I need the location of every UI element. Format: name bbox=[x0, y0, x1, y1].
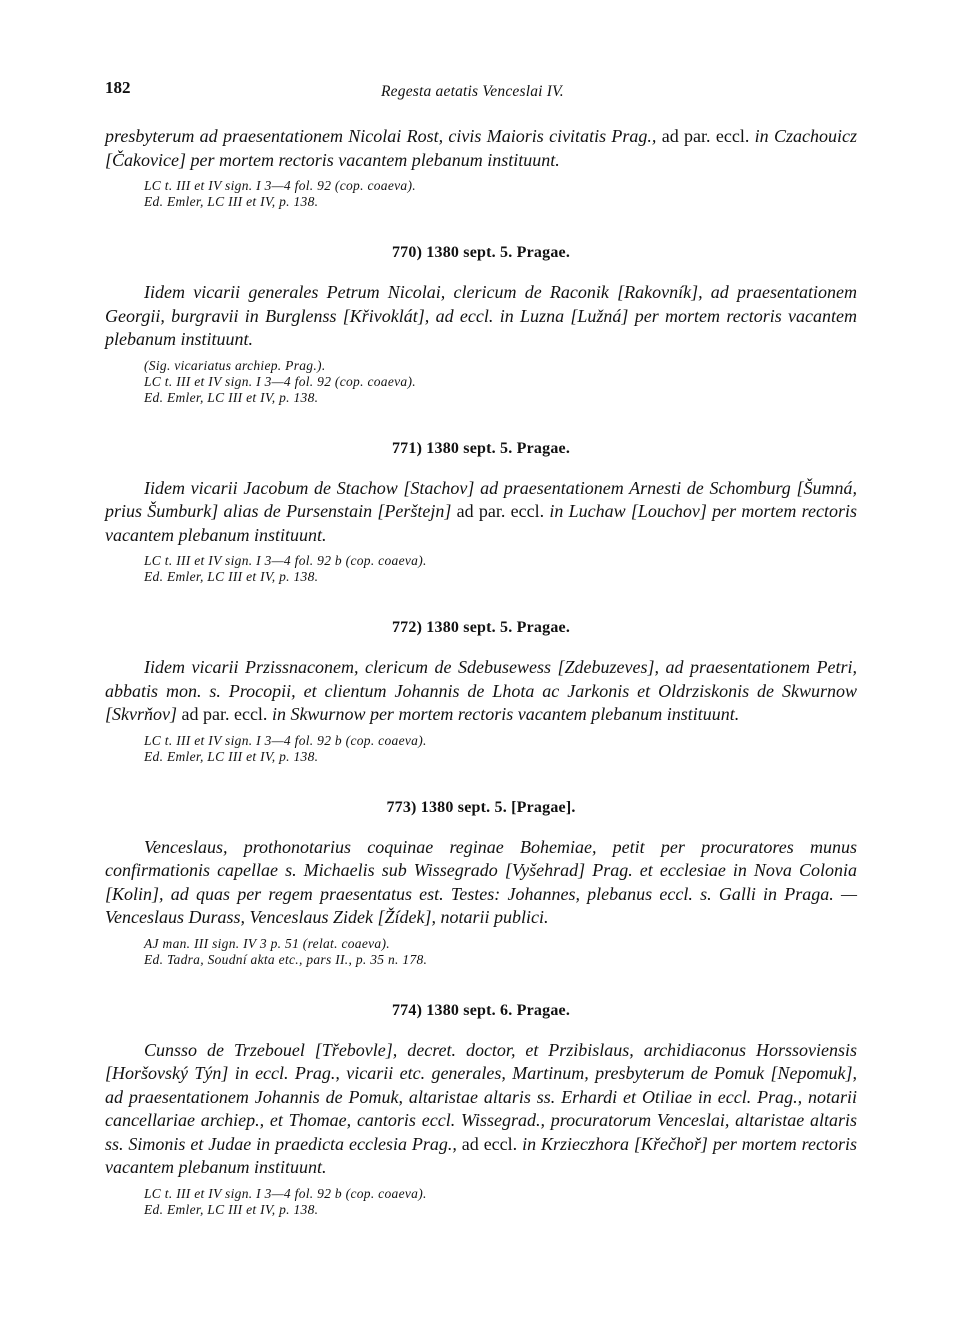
edition-note: Ed. Emler, LC III et IV, p. 138. bbox=[144, 389, 319, 405]
entry-notes-773 bbox=[144, 936, 857, 968]
source-note: AJ man. III sign. IV 3 p. 51 (relat. coaeva). bbox=[144, 935, 390, 951]
entry-text-a: Iidem vicarii Przissnaconem, clericum de Sdebusewess [Zdebuzeves], ad praesentationem Petri, abbatis mon. s. Procopii, et clientum Johannis de Lhota ac Jarkonis et Oldrziskonis de Skwurnow [Skvrňov] bbox=[105, 657, 857, 724]
entry-text-a: Venceslaus, prothonotarius coquinae reginae Bohemiae, petit per procuratores munus confirmationis capellae s. Michaelis sub Wissegrado [Vyšehrad] Prag. et ecclesiae in Nova Colonia [Kolin], ad quas per regem praesentatus est. Testes: Johannes, plebanus eccl. s. Galli in Praga. — Venceslaus Durass, Venceslaus Zidek [Žídek], notarii publici. bbox=[105, 836, 857, 927]
source-note: LC t. III et IV sign. I 3—4 fol. 92 b (cop. coaeva). bbox=[144, 553, 427, 568]
running-head bbox=[105, 78, 857, 108]
edition-note: Ed. Emler, LC III et IV, p. 138. bbox=[144, 569, 319, 584]
entry-heading-773: 773) 1380 sept. 5. [Pragae]. bbox=[386, 798, 576, 816]
running-title: Regesta aetatis Venceslai IV. bbox=[381, 83, 564, 100]
source-note: LC t. III et IV sign. I 3—4 fol. 92 (cop. coaeva). bbox=[144, 373, 416, 389]
entry-text-a: Cunsso de Trzebouel [Třebovle], decret. doctor, et Przibislaus, archidiaconus Horssoviensis [Horšovský Týn] in eccl. Prag., vicarii etc. generales, Martinum, presbyterum de Pomuk [Nepomuk], ad praesentationem Johannis de Pomuk, altaristae altaris ss. Erhardi et Otiliae in eccl. Prag., notarii cancellariae archiep., et Thomae, cantoris eccl. Wissegrad., procuratorum Venceslai, altaristae altaris ss. Simonis et Judae in praedicta ecclesia Prag., bbox=[105, 1039, 857, 1154]
entry-text-b: ad par. eccl. bbox=[181, 704, 268, 724]
edition-note: Ed. Tadra, Soudní akta etc., pars II., p. 35 n. 178. bbox=[144, 951, 428, 967]
entry-text-c: in Skwurnow per mortem rectoris vacantem plebanum instituunt. bbox=[267, 704, 740, 724]
entry-notes-770 bbox=[144, 358, 857, 406]
source-note: LC t. III et IV sign. I 3—4 fol. 92 b (cop. coaeva). bbox=[144, 732, 427, 748]
edition-note: Ed. Emler, LC III et IV, p. 138. bbox=[144, 1201, 319, 1217]
page-number: 182 bbox=[105, 78, 131, 97]
intro-paragraph bbox=[105, 125, 857, 172]
entry-text-770 bbox=[105, 281, 857, 352]
intro-source-notes bbox=[144, 178, 857, 210]
intro-text-c: in Czachouicz [Čakovice] per mortem rectoris vacantem plebanum instituunt. bbox=[105, 126, 857, 170]
page bbox=[105, 78, 857, 1218]
source-note: LC t. III et IV sign. I 3—4 fol. 92 (cop. coaeva). bbox=[144, 178, 416, 193]
entry-heading-770: 770) 1380 sept. 5. Pragae. bbox=[391, 244, 571, 261]
entry-text-a: Iidem vicarii Jacobum de Stachow [Stachov] ad praesentationem Arnesti de Schomburg [Šumná, prius Šumburk] alias de Pursenstain [Perštejn] bbox=[105, 477, 857, 521]
intro-text-b: ad par. eccl. bbox=[661, 126, 750, 146]
seal-note: (Sig. vicariatus archiep. Prag.). bbox=[144, 357, 326, 373]
entry-text-773 bbox=[105, 836, 857, 930]
entry-text-771 bbox=[105, 477, 857, 548]
entry-text-b: ad par. eccl. bbox=[456, 501, 545, 521]
intro-text-a: presbyterum ad praesentationem Nicolai Rost, civis Maioris civitatis Prag., bbox=[105, 126, 662, 146]
edition-note: Ed. Emler, LC III et IV, p. 138. bbox=[144, 748, 319, 764]
entry-heading-772: 772) 1380 sept. 5. Pragae. bbox=[391, 619, 571, 636]
entry-heading-771: 771) 1380 sept. 5. Pragae. bbox=[391, 439, 571, 457]
entry-notes-774 bbox=[144, 1186, 857, 1218]
entry-text-772 bbox=[105, 656, 857, 727]
entry-notes-772 bbox=[144, 733, 857, 765]
entry-text-774 bbox=[105, 1039, 857, 1180]
entry-notes-771 bbox=[144, 553, 857, 585]
entry-text-c: in Luchaw [Louchov] per mortem rectoris vacantem plebanum instituunt. bbox=[105, 501, 857, 545]
edition-note: Ed. Emler, LC III et IV, p. 138. bbox=[144, 194, 319, 209]
entry-heading-774: 774) 1380 sept. 6. Pragae. bbox=[391, 1001, 571, 1019]
entry-text-b: ad eccl. bbox=[461, 1133, 518, 1154]
source-note: LC t. III et IV sign. I 3—4 fol. 92 b (cop. coaeva). bbox=[144, 1185, 427, 1201]
entry-text-a: Iidem vicarii generales Petrum Nicolai, clericum de Raconik [Rakovník], ad praesentationem Georgii, burgravii in Burglenss [Křivoklát], ad eccl. in Luzna [Lužná] per mortem rectoris vacantem plebanum instituunt. bbox=[105, 282, 857, 349]
entry-text-c: in Krzieczhora [Křečhoř] per mortem rectoris vacantem plebanum instituunt. bbox=[105, 1133, 858, 1177]
